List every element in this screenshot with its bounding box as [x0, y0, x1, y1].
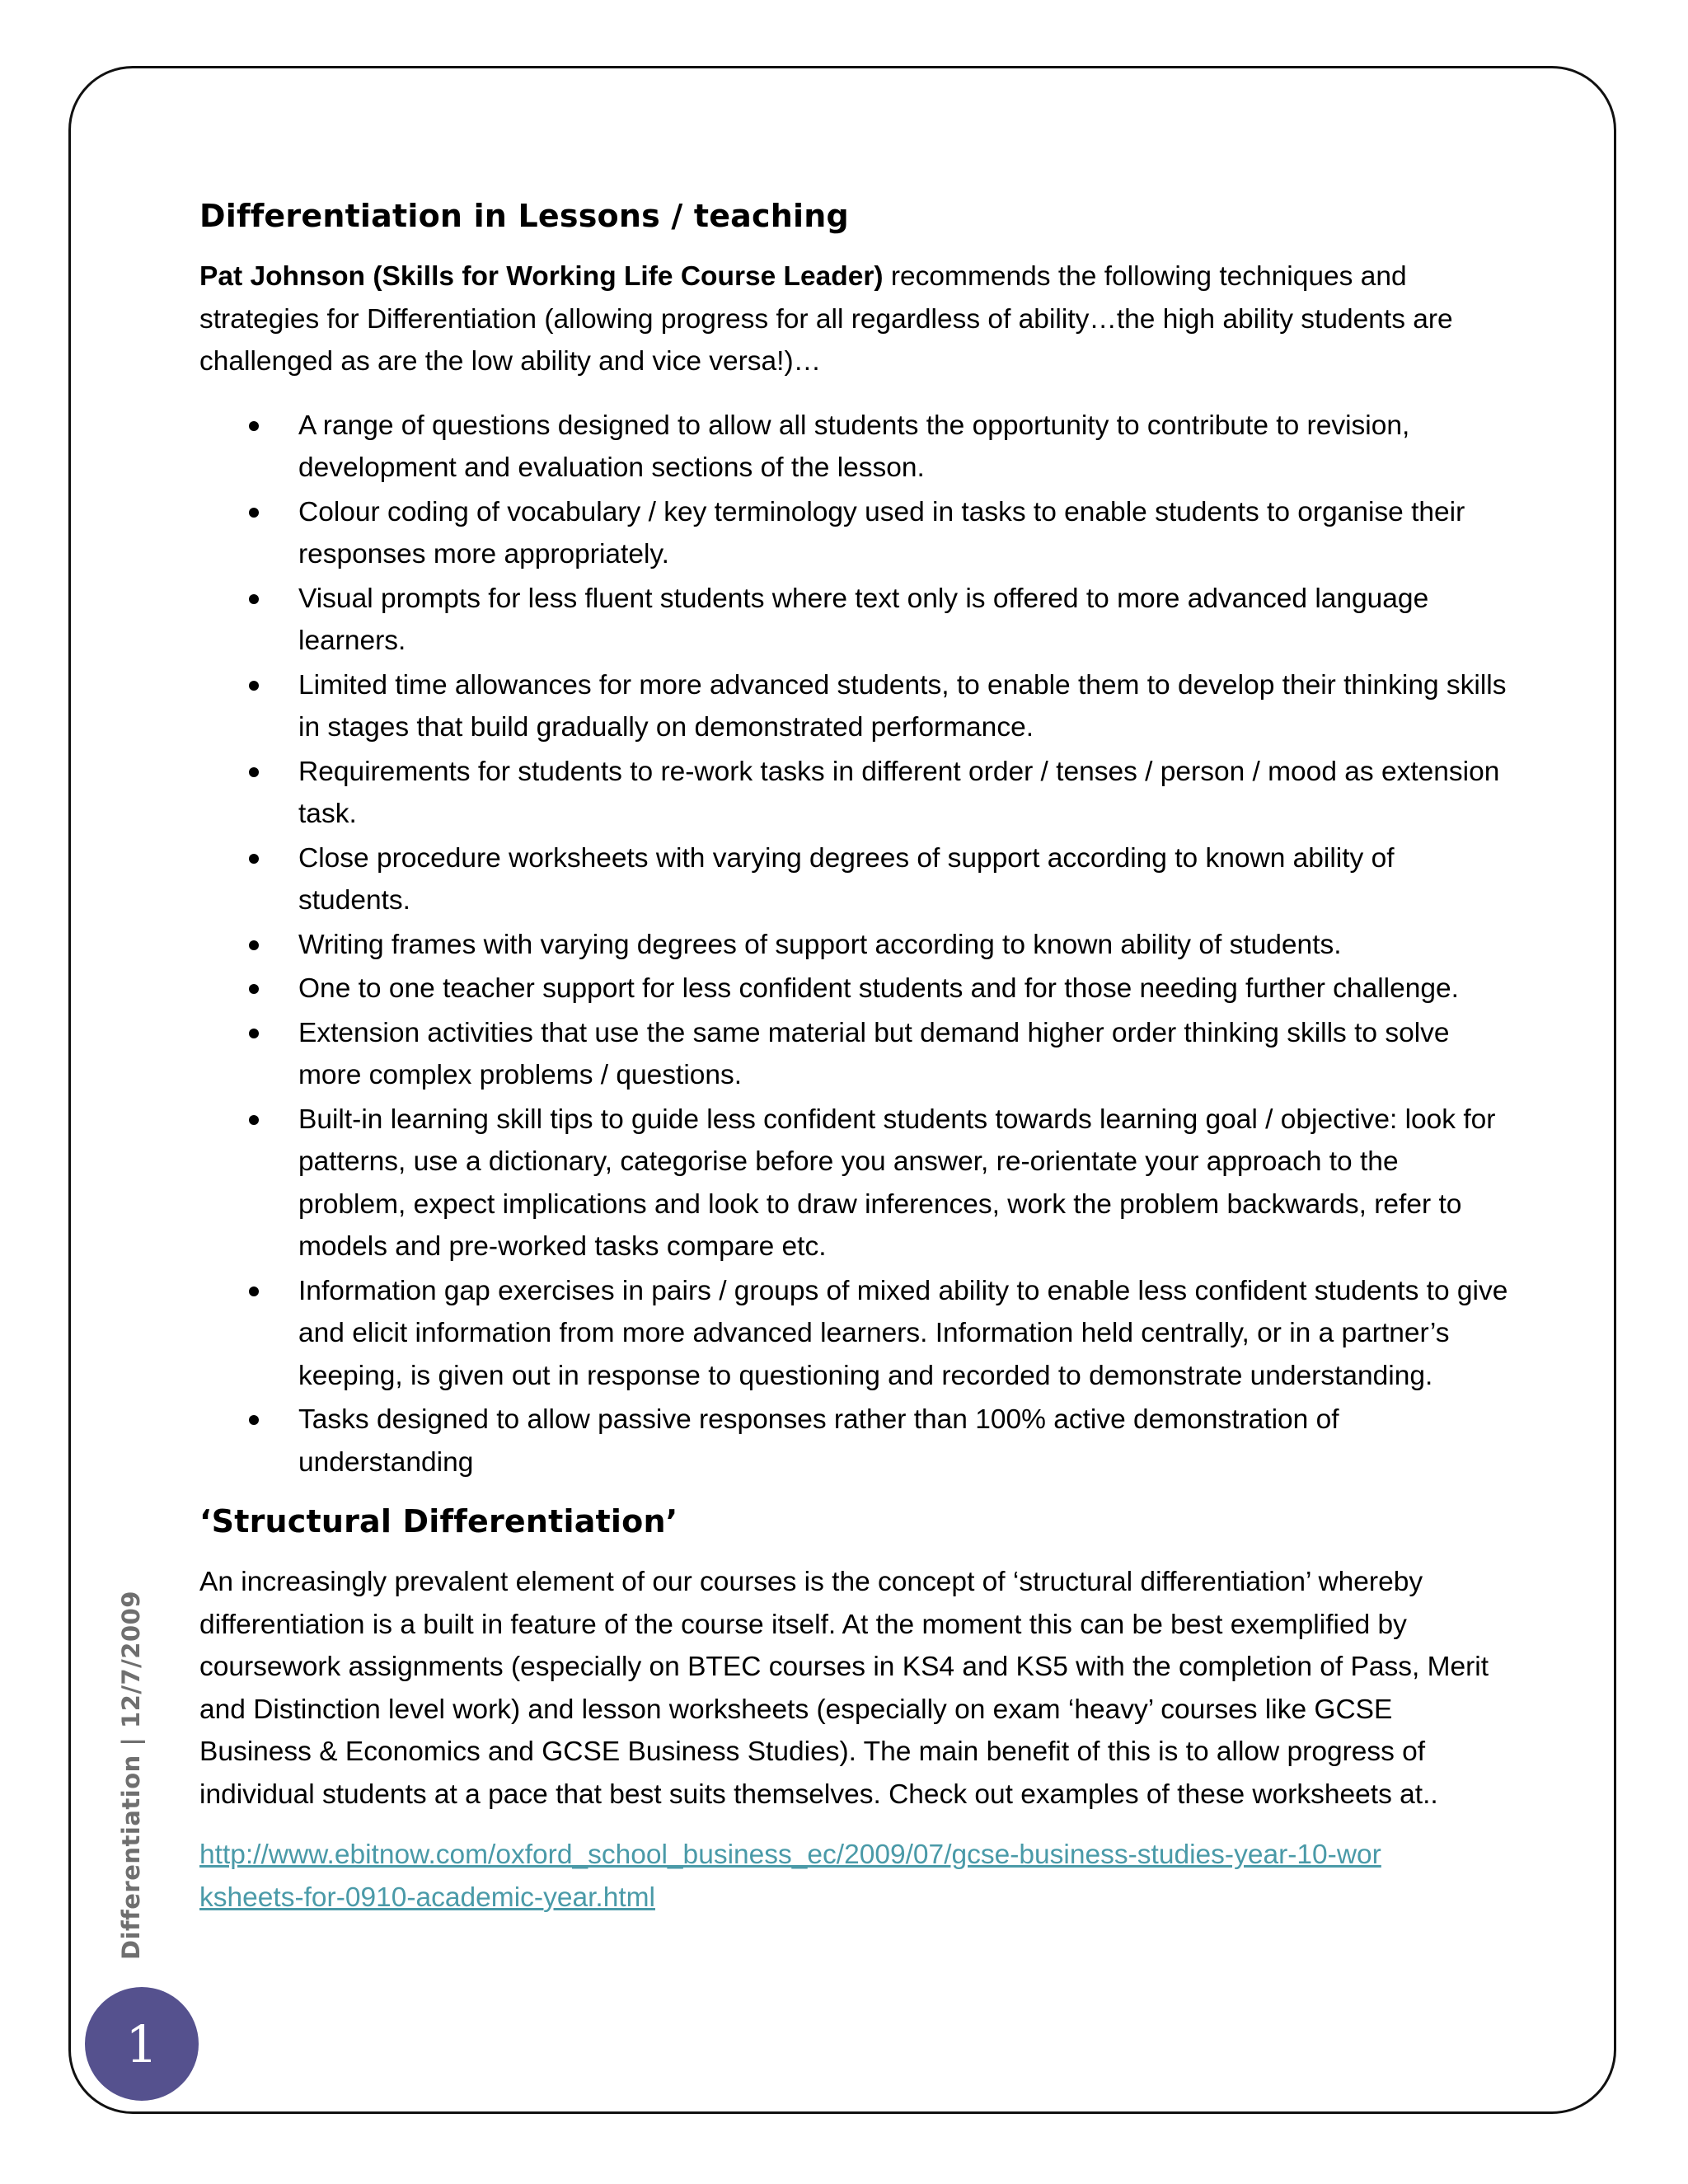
bullet-icon — [249, 681, 259, 691]
structural-paragraph: An increasingly prevalent element of our courses is the concept of ‘structural differentiation’ whereby differentiation is a built in feature of the course itself. At the moment this can be best exemplified by coursework assignments (especially on BTEC courses in KS4 and KS5 with the completion of Pass, Merit and Distinction level work) and lesson worksheets (especially on exam ‘heavy’ courses like GCSE Business & Economics and GCSE Business Studies). The main benefit of this is to allow progress of individual students at a pace that best suits themselves. Check out examples of these worksheets at.. — [199, 1567, 1489, 1810]
page-number-badge — [85, 1987, 199, 2101]
list-item: Limited time allowances for more advanced students, to enable them to develop their thinking skills in stages that build gradually on demonstrated performance. — [199, 664, 1510, 749]
intro-paragraph — [199, 255, 1510, 383]
list-item: Built-in learning skill tips to guide less confident students towards learning goal / objective: look for patterns, use a dictionary, categorise before you answer, re-orientate your approach to the problem, expect implications and look to draw inferences, work the problem backwards, refer to models and pre-worked tasks compare etc. — [199, 1099, 1510, 1268]
page-number: 1 — [125, 2013, 158, 2074]
bullet-icon — [249, 854, 259, 864]
list-item: Close procedure worksheets with varying degrees of support according to known ability of students. — [199, 837, 1510, 922]
footer-side-label: Differentiation | 12/7/2009 — [117, 1591, 145, 1960]
list-item: Requirements for students to re-work tasks in different order / tenses / person / mood as extension task. — [199, 751, 1510, 836]
bullet-icon — [249, 940, 259, 950]
worksheets-link[interactable]: http://www.ebitnow.com/oxford_school_business_ec/2009/07/gcse-business-studies-year-10-worksheets-for-0910-academic-year.html — [199, 1840, 1381, 1913]
list-item: A range of questions designed to allow all students the opportunity to contribute to revision, development and evaluation sections of the lesson. — [199, 405, 1510, 490]
bullet-icon — [249, 1286, 259, 1296]
bullet-icon — [249, 508, 259, 518]
page-title: Differentiation in Lessons / teaching — [199, 198, 849, 234]
bullet-icon — [249, 1115, 259, 1125]
intro-text: recommends the following techniques and strategies for Differentiation (allowing progress for all regardless of ability…the high ability students are challenged as are the low ability and vice versa!)… — [199, 261, 1453, 377]
bullet-icon — [249, 1029, 259, 1038]
list-item: Colour coding of vocabulary / key terminology used in tasks to enable students to organise their responses more appropriately. — [199, 491, 1510, 576]
intro-author: Pat Johnson (Skills for Working Life Course Leader) — [199, 261, 884, 292]
list-item: One to one teacher support for less confident students and for those needing further challenge. — [199, 968, 1510, 1010]
bullet-icon — [249, 1415, 259, 1425]
bullet-icon — [249, 984, 259, 994]
list-item: Information gap exercises in pairs / groups of mixed ability to enable less confident students to give and elicit information from more advanced learners. Information held centrally, or in a partner’s keeping, is given out in response to questioning and recorded to demonstrate understanding. — [199, 1270, 1510, 1398]
bullet-icon — [249, 421, 259, 431]
strategy-list — [199, 405, 1510, 1484]
document-content — [199, 188, 1510, 1919]
bullet-icon — [249, 767, 259, 777]
list-item: Writing frames with varying degrees of support according to known ability of students. — [199, 924, 1510, 967]
list-item: Tasks designed to allow passive responses rather than 100% active demonstration of understanding — [199, 1399, 1510, 1483]
section-heading: ‘Structural Differentiation’ — [199, 1503, 678, 1540]
bullet-icon — [249, 594, 259, 604]
list-item: Visual prompts for less fluent students where text only is offered to more advanced language learners. — [199, 578, 1510, 663]
list-item: Extension activities that use the same material but demand higher order thinking skills to solve more complex problems / questions. — [199, 1012, 1510, 1097]
